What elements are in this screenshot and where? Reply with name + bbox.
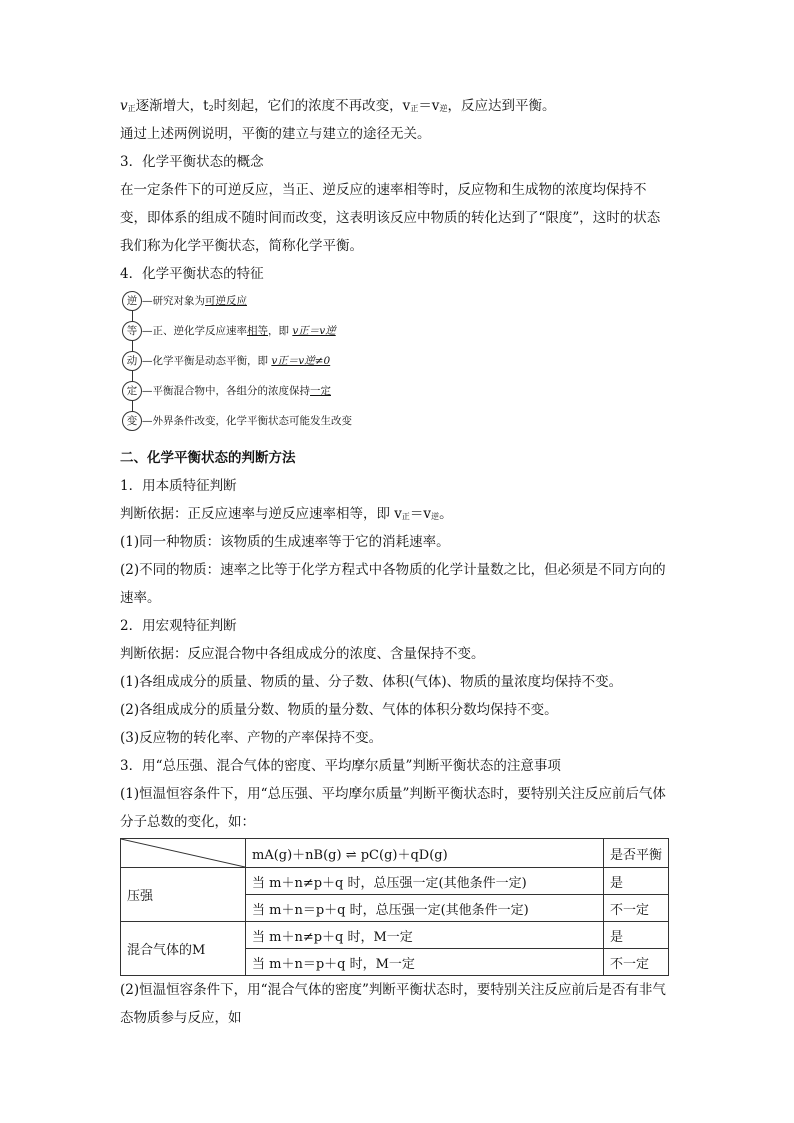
feature-circle: 变: [122, 411, 142, 431]
table-row: [121, 922, 669, 949]
section-title: 二、化学平衡状态的判断方法: [120, 450, 296, 466]
text: ＝v: [418, 98, 440, 114]
feature-text-a: —化学平衡是动态平衡，即: [142, 355, 272, 367]
subscript: 正: [127, 104, 136, 113]
subscript: 2: [208, 104, 214, 113]
feature-text: [142, 380, 331, 402]
heading: 4．化学平衡状态的特征: [120, 266, 264, 282]
group-cell-pressure: 压强: [121, 868, 246, 922]
paragraph-line: 通过上述两例说明，平衡的建立与建立的途径无关。: [120, 126, 431, 142]
paragraph-line: [120, 500, 672, 528]
paragraph-line: (2)各组成成分的质量分数、物质的量分数、气体的体积分数均保持不变。: [120, 702, 558, 718]
table-row: [121, 868, 669, 895]
diagonal-line: [121, 839, 245, 867]
subheading: 2．用宏观特征判断: [120, 618, 237, 634]
paragraph-line: 判断依据：反应混合物中各组成成分的浓度、含量保持不变。: [120, 646, 485, 662]
v-symbol: v: [120, 98, 128, 114]
heading: 3．化学平衡状态的概念: [120, 154, 264, 170]
result-cell: 是: [603, 922, 668, 949]
text: 逐渐增大，t: [135, 98, 209, 114]
table-header-row: [121, 839, 669, 868]
subscript: 正: [410, 104, 419, 113]
feature-underlined: 相等: [247, 325, 268, 337]
feature-underlined: 一定: [310, 385, 331, 397]
paragraph-line: [120, 92, 672, 120]
feature-text-a: —外界条件改变，化学平衡状态可能发生改变: [142, 415, 352, 427]
paragraph: (2)不同的物质：速率之比等于化学方程式中各物质的化学计量数之比，但必须是不同方向的速率。: [120, 562, 666, 606]
subscript: 逆: [439, 104, 448, 113]
condition-cell: 当 m＋n＝p＋q 时，M一定: [246, 949, 604, 976]
paragraph-line: (1)各组成成分的质量、物质的量、分子数、体积(气体)、物质的量浓度均保持不变。: [120, 674, 623, 690]
condition-cell: 当 m＋n＝p＋q 时，总压强一定(其他条件一定): [246, 895, 604, 922]
feature-text-b: ，即: [268, 325, 293, 337]
paragraph: (2)恒温恒容条件下，用“混合气体的密度”判断平衡状态时，要特别关注反应前后是否有非气态物质参与反应，如: [120, 982, 666, 1026]
feature-text-a: —正、逆化学反应速率: [142, 325, 247, 337]
text: ＝v: [409, 506, 432, 522]
feature-underlined: 可逆反应: [205, 295, 247, 307]
result-cell: 是: [603, 868, 668, 895]
text: ，反应达到平衡。: [447, 98, 556, 114]
subscript: 正: [401, 512, 410, 521]
feature-text: [142, 410, 352, 432]
paragraph: 在一定条件下的可逆反应，当正、逆反应的速率相等时，反应物和生成物的浓度均保持不变，即体系的组成不随时间而改变，这表明该反应中物质的转化达到了“限度”，这时的状态我们称为化学平衡状态，简称化学平衡。: [120, 182, 661, 254]
feature-circle: 等: [122, 321, 142, 341]
result-cell: 不一定: [603, 895, 668, 922]
diagonal-header-cell: [121, 839, 246, 868]
condition-cell: 当 m＋n≠p＋q 时，M一定: [246, 922, 604, 949]
subheading: 1．用本质特征判断: [120, 478, 237, 494]
feature-formula: v正＝v逆≠0: [271, 355, 331, 367]
result-cell: 不一定: [603, 949, 668, 976]
feature-diagram: [120, 290, 672, 440]
text: 时刻起，它们的浓度不再改变，v: [213, 98, 411, 114]
feature-formula: v正＝v逆: [292, 325, 336, 337]
text: 判断依据：正反应速率与逆反应速率相等，即 v: [120, 506, 402, 522]
equilibrium-header-cell: 是否平衡: [603, 839, 668, 868]
feature-text: [142, 290, 247, 312]
feature-circle: 动: [122, 351, 142, 371]
subheading: 3．用“总压强、混合气体的密度、平均摩尔质量”判断平衡状态的注意事项: [120, 758, 561, 774]
feature-circle: 定: [122, 381, 142, 401]
paragraph-line: (3)反应物的转化率、产物的产率保持不变。: [120, 730, 383, 746]
text: 。: [439, 506, 453, 522]
equilibrium-table: [120, 838, 669, 976]
document-page: [120, 92, 672, 1032]
subscript: 逆: [431, 512, 440, 521]
feature-text-a: —研究对象为: [142, 295, 205, 307]
feature-text: [142, 350, 330, 372]
group-cell-molar-mass: 混合气体的M: [121, 922, 246, 976]
feature-circle: 逆: [122, 291, 142, 311]
paragraph: (1)恒温恒容条件下，用“总压强、平均摩尔质量”判断平衡状态时，要特别关注反应前后气体分子总数的变化，如：: [120, 786, 666, 830]
equation-header-cell: mA(g)＋nB(g) ⇌ pC(g)＋qD(g): [246, 839, 604, 868]
paragraph-line: (1)同一种物质：该物质的生成速率等于它的消耗速率。: [120, 534, 450, 550]
condition-cell: 当 m＋n≠p＋q 时，总压强一定(其他条件一定): [246, 868, 604, 895]
feature-text-a: —平衡混合物中，各组分的浓度保持: [142, 385, 310, 397]
feature-text: [142, 320, 336, 342]
